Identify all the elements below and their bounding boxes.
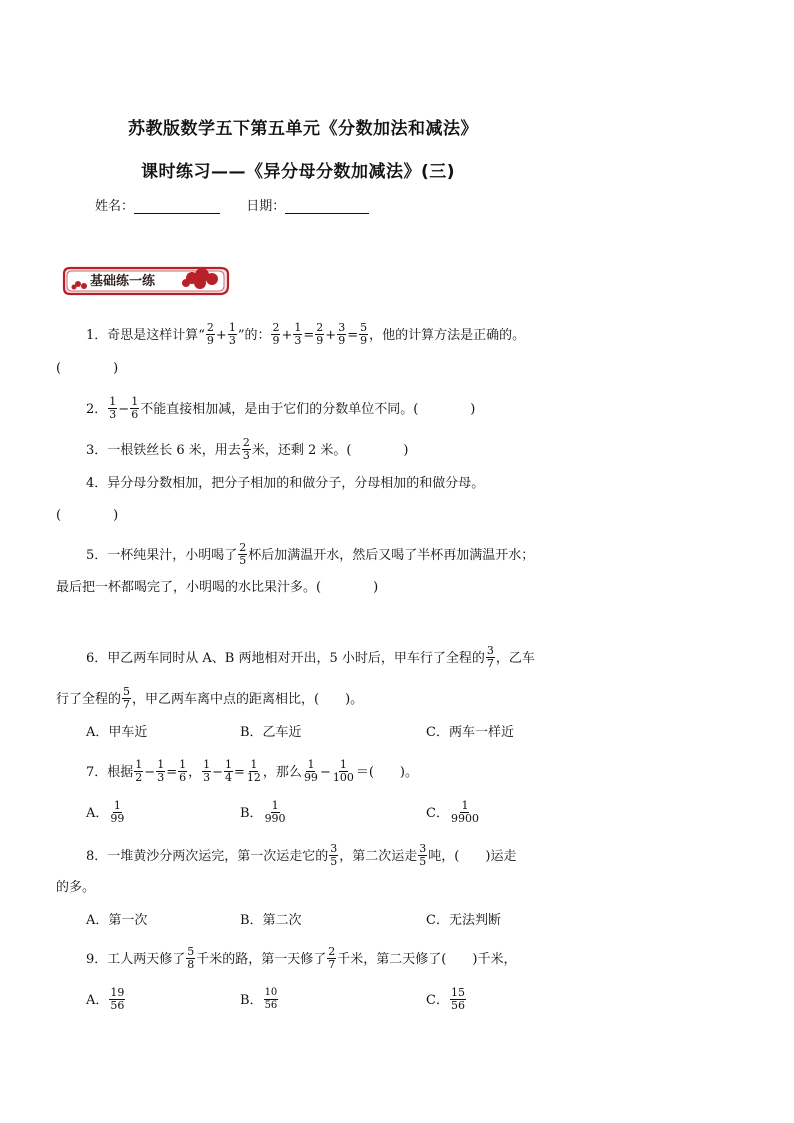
fraction: $\frac{3}{7}$ <box>486 644 494 670</box>
fraction: $\frac{1}{2}$ <box>135 758 143 784</box>
fraction: $\frac{1}{3}$ <box>228 321 236 347</box>
fraction: $\frac{1}{3}$ <box>203 758 211 784</box>
question-8-cont: 的多。 <box>56 880 96 895</box>
q8-option-a[interactable]: A．第一次 <box>86 913 148 928</box>
name-label: 姓名： <box>95 199 135 214</box>
question-6: 6．甲乙两车同时从 A、B 两地相对开出，5 小时后，甲车行了全程的 $\frac{3}{7}$ ，乙车 <box>86 644 535 670</box>
question-5: 5．一杯纯果汁，小明喝了 $\frac{2}{5}$ 杯后加满温开水，然后又喝了半杯再加满温开水； <box>86 541 535 567</box>
fraction: $\frac{2}{5}$ <box>239 541 247 567</box>
fraction: $\frac{3}{9}$ <box>338 321 346 347</box>
date-label: 日期： <box>246 199 286 214</box>
fraction: $\frac{5}{7}$ <box>123 685 131 711</box>
fraction: $\frac{3}{5}$ <box>419 842 427 868</box>
q9-option-a[interactable]: A． $\frac{19}{56}$ <box>86 986 125 1012</box>
section-label: 基础练一练 <box>90 274 156 289</box>
fraction: $\frac{1}{100}$ <box>332 758 354 784</box>
fraction: $\frac{3}{5}$ <box>330 842 338 868</box>
fraction: $\frac{2}{7}$ <box>328 945 336 971</box>
name-field <box>95 195 369 214</box>
q1-answer-paren[interactable]: ( ) <box>56 361 119 376</box>
fraction: $\frac{5}{9}$ <box>360 321 368 347</box>
question-4: 4．异分母分数相加，把分子相加的和做分子，分母相加的和做分母。 <box>86 476 485 491</box>
fraction: $\frac{1}{12}$ <box>246 758 261 784</box>
q1-text-a: 1．奇思是这样计算“ <box>86 328 205 343</box>
date-blank[interactable] <box>285 199 369 214</box>
question-9: 9．工人两天修了 $\frac{5}{8}$ 千米的路，第一天修了 $\frac{2}{7}$ 千米，第二天修了( )千米， <box>86 945 517 971</box>
fraction: $\frac{2}{9}$ <box>272 321 280 347</box>
fraction: $\frac{1}{99}$ <box>303 758 318 784</box>
q7-option-c[interactable]: C． $\frac{1}{9900}$ <box>426 799 479 825</box>
fraction: $\frac{2}{9}$ <box>206 321 214 347</box>
question-7: 7．根据 $\frac{1}{2}$ − $\frac{1}{3}$ = $\frac{1}{6}$ ， $\frac{1}{3}$ − $\frac{1}{4}$ = $\frac{1}{12}$ ，那么 $\frac{1}{99}$ − $\frac{1}{100}$ ＝( )。 <box>86 758 418 784</box>
fraction: $\frac{1}{6}$ <box>131 395 139 421</box>
fraction: $\frac{1}{3}$ <box>157 758 165 784</box>
question-8: 8．一堆黄沙分两次运完，第一次运走它的 $\frac{3}{5}$ ，第二次运走 $\frac{3}{5}$ 吨，( )运走 <box>86 842 517 868</box>
fraction: $\frac{1}{3}$ <box>109 395 117 421</box>
question-3: 3．一根铁丝长 6 米，用去 $\frac{2}{3}$ 米，还剩 2 米。( ) <box>86 436 409 462</box>
question-6-cont: 行了全程的 $\frac{5}{7}$ ，甲乙两车离中点的距离相比，( )。 <box>56 685 364 711</box>
fraction: $\frac{2}{3}$ <box>242 436 250 462</box>
q8-option-b[interactable]: B．第二次 <box>240 913 302 928</box>
fraction: $\frac{1}{6}$ <box>179 758 187 784</box>
question-2: 2． $\frac{1}{3}$ − $\frac{1}{6}$ 不能直接相加减，是由于它们的分数单位不同。( ) <box>86 395 476 421</box>
document-subtitle: 课时练习——《异分母分数加减法》(三) <box>141 162 456 182</box>
fraction: $\frac{1}{3}$ <box>294 321 302 347</box>
q7-option-b[interactable]: B． $\frac{1}{990}$ <box>240 799 286 825</box>
q7-option-a[interactable]: A． $\frac{1}{99}$ <box>86 799 125 825</box>
q1-text-c: ，他的计算方法是正确的。 <box>369 328 526 343</box>
fraction: $\frac{1}{4}$ <box>225 758 233 784</box>
q9-option-b[interactable]: B． $\frac{10}{56}$ <box>240 987 278 1011</box>
q1-text-b: ”的： <box>237 328 271 343</box>
question-1: 1．奇思是这样计算“ $\frac{2}{9}$ + $\frac{1}{3}$ ”的： $\frac{2}{9}$ + $\frac{1}{3}$ = $\frac{2}{9}$ + $\frac{3}{9}$ = $\frac{5}{9}$ ，他的计算方法是正确的。 <box>86 321 526 347</box>
q9-option-c[interactable]: C． $\frac{15}{56}$ <box>426 986 465 1012</box>
q6-option-b[interactable]: B．乙车近 <box>240 725 302 740</box>
q8-option-c[interactable]: C．无法判断 <box>426 913 501 928</box>
fraction: $\frac{5}{8}$ <box>187 945 195 971</box>
document-title: 苏教版数学五下第五单元《分数加法和减法》 <box>128 119 478 139</box>
question-5-cont: 最后把一杯都喝完了，小明喝的水比果汁多。( ) <box>56 580 379 595</box>
q2-text: 不能直接相加减，是由于它们的分数单位不同。( ) <box>140 402 476 417</box>
q6-option-c[interactable]: C．两车一样近 <box>426 725 514 740</box>
fraction: $\frac{2}{9}$ <box>316 321 324 347</box>
name-blank[interactable] <box>134 199 220 214</box>
q6-option-a[interactable]: A．甲车近 <box>86 725 148 740</box>
q4-answer-paren[interactable]: ( ) <box>56 508 119 523</box>
